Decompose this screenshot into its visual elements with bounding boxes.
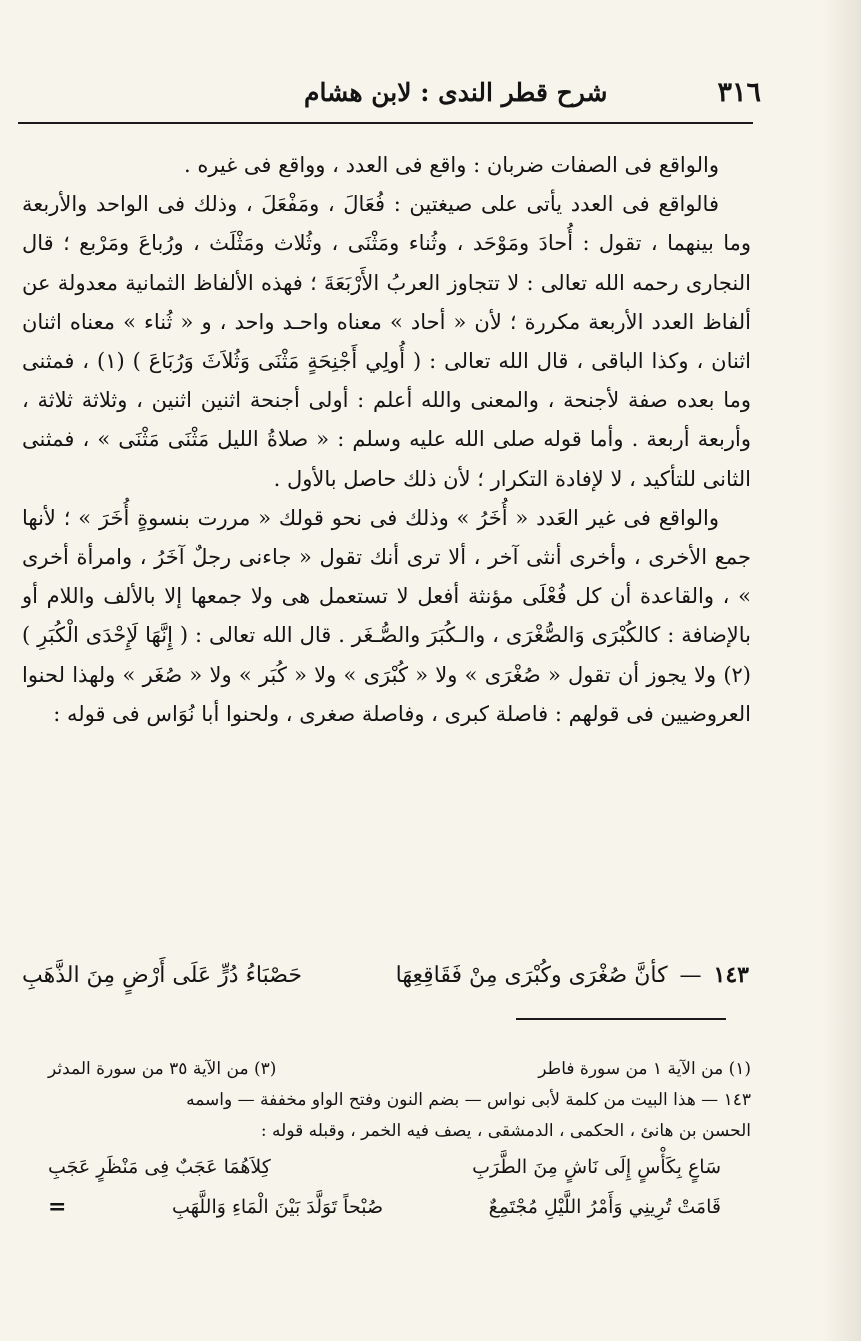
quoted-verse bbox=[22, 950, 749, 1000]
page-number: ٣١٦ bbox=[717, 76, 761, 108]
main-text bbox=[22, 146, 751, 734]
verse-first-half bbox=[396, 962, 749, 988]
footnote-verse-1 bbox=[48, 1147, 751, 1187]
footnote-verse-1-left: كِلاَهُمَا عَجَبٌ فِى مَنْظَرٍ عَجَبِ bbox=[48, 1156, 271, 1178]
footnotes bbox=[48, 1054, 751, 1227]
verse-dash: — bbox=[679, 962, 702, 988]
continuation-mark: = bbox=[48, 1194, 67, 1220]
footnote-verse-2-right: قَامَتْ تُرِينِي وَأَمْرُ اللَّيْلِ مُجْتَمِعٌ bbox=[488, 1196, 721, 1218]
footnote-verse-2 bbox=[48, 1187, 751, 1227]
page-edge-shadow bbox=[823, 0, 861, 1341]
verse-number: ١٤٣ bbox=[713, 962, 749, 988]
paragraph-3: والواقع فى غير العَدد « أُخَرُ » وذلك فى نحو قولك « مررت بنسوةٍ أُخَرَ » ؛ لأنها جمع الأخرى ، وأخرى أنثى آخر ، ألا ترى أنك تقول « جاءنى رجلٌ آخَرُ ، وامرأة أخرى » ، والقاعدة أن كل فُعْلَى مؤنثة أفعل لا تستعمل هى ولا جمعها إلا بالألف واللام أو بالإضافة : كالكُبْرَى وَالصُّغْرَى ، والـكُبَرَ والصُّـغَر . قال الله تعالى : ( إِنَّهَا لَإِحْدَى الْكُبَرِ ) (٢) ولا يجوز أن تقول « صُغْرَى » ولا « كُبْرَى » ولا « كُبَر » ولا « صُغَر » ولهذا لحنوا العروضيين فى قولهم : فاصلة كبرى ، وفاصلة صغرى ، ولحنوا أبا نُوَاس فى قوله : bbox=[22, 505, 751, 726]
paragraph-1: والواقع فى الصفات ضربان : واقع فى العدد ، وواقع فى غيره . bbox=[183, 153, 719, 177]
paragraph-2: فالواقع فى العدد يأتى على صيغتين : فُعَالَ ، ومَفْعَلَ ، وذلك فى الواحد والأربعة وما بينهما ، تقول : أُحادَ ومَوْحَد ، وثُناء ومَثْنَى ، وثُلاث ومَثْلَث ، ورُباعَ ومَرْبع ؛ قال النجارى رحمه الله تعالى : لا تتجاوز العربُ الأَرْبَعَةَ ؛ فهذه الألفاظ الثمانية معدولة عن ألفاظ العدد الأربعة مكررة ؛ لأن « أحاد » معناه واحـد واحد ، و « ثُناء » معناه اثنان اثنان ، وكذا الباقى ، قال الله تعالى : ( أُولِي أَجْنِحَةٍ مَثْنَى وَثُلاَثَ وَرُبَاعَ ) (١) ، فمثنى وما بعده صفة لأجنحة ، والمعنى والله أعلم : أولى أجنحة اثنين اثنين ، وثلاثة ثلاثة ، وأربعة أربعة . وأما قوله صلى الله عليه وسلم : « صلاةُ الليل مَثْنَى مَثْنَى » ، فمثنى الثانى للتأكيد ، لا لإفادة التكرار ؛ لأن ذلك حاصل بالأول . bbox=[22, 192, 751, 491]
running-title: شرح قطر الندى : لابن هشام bbox=[303, 77, 608, 107]
footnote-1: (١) من الآية ١ من سورة فاطر bbox=[538, 1059, 751, 1079]
page-header bbox=[90, 70, 761, 114]
footnote-verse-note-line-2: الحسن بن هانئ ، الحكمى ، الدمشقى ، يصف فيه الخمر ، وقبله قوله : bbox=[260, 1121, 751, 1141]
verse-first-hemistich: كأنَّ صُغْرَى وكُبْرَى مِنْ فَقَاقِعِهَا bbox=[395, 962, 668, 988]
header-rule bbox=[18, 122, 753, 124]
footnote-rule bbox=[516, 1018, 726, 1020]
footnote-verse-1-right: سَاعٍ بِكَأْسٍ إِلَى نَاشٍ مِنَ الطَّرَبِ bbox=[472, 1156, 721, 1178]
footnote-verse-2-left: صُبْحاً تَوَلَّدَ بَيْنَ الْمَاءِ وَاللَّهَبِ bbox=[171, 1196, 384, 1218]
footnote-references bbox=[48, 1054, 751, 1085]
footnote-3: (٣) من الآية ٣٥ من سورة المدثر bbox=[48, 1059, 277, 1079]
verse-second-hemistich: حَصْبَاءُ دُرٍّ عَلَى أَرْضٍ مِنَ الذَّهَبِ bbox=[22, 962, 302, 988]
footnote-verse-note-line-1: ١٤٣ — هذا البيت من كلمة لأبى نواس — بضم النون وفتح الواو مخففة — واسمه bbox=[186, 1090, 751, 1110]
